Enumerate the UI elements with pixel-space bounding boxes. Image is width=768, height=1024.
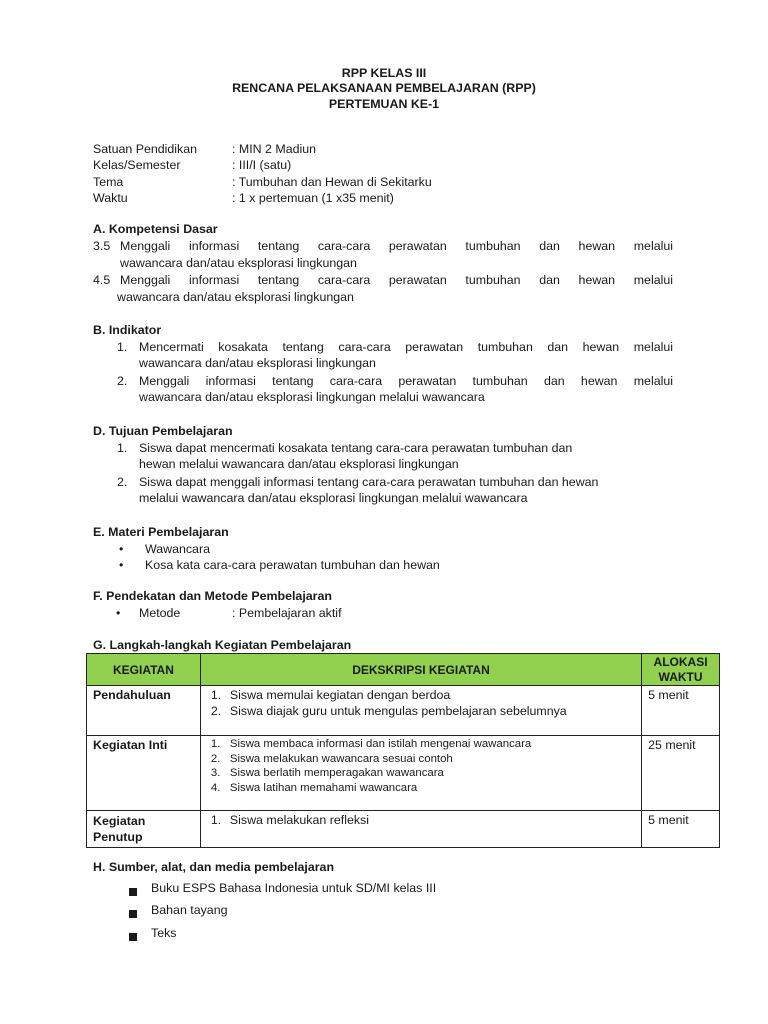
header-deskripsi: DEKSKRIPSI KEGIATAN xyxy=(200,654,641,686)
square-bullet-icon xyxy=(129,907,137,921)
kegiatan-cell xyxy=(87,736,201,811)
identity-value: : Tumbuhan dan Hewan di Sekitarku xyxy=(232,175,432,189)
deskripsi-cell xyxy=(200,811,641,848)
identity-label: Waktu xyxy=(93,191,128,205)
deskripsi-text: Siswa melakukan refleksi xyxy=(229,813,369,827)
doc-title-line3: PERTEMUAN KE-1 xyxy=(328,97,440,111)
list-number: 1. xyxy=(117,340,128,354)
kegiatan-name-line2: Penutup xyxy=(93,830,143,844)
deskripsi-cell xyxy=(200,686,641,736)
table-header-row xyxy=(87,654,720,686)
identity-label: Satuan Pendidikan xyxy=(93,142,198,156)
table-row xyxy=(87,811,720,848)
kd-number: 4.5 xyxy=(93,273,111,287)
table-row xyxy=(87,736,720,811)
indikator-text: Menggali informasi tentang cara-cara perawatan tumbuhan dan hewan melalui xyxy=(139,374,673,388)
materi-item: Kosa kata cara-cara perawatan tumbuhan dan hewan xyxy=(145,558,440,572)
tujuan-text: Siswa dapat menggali informasi tentang cara-cara perawatan tumbuhan dan hewan xyxy=(139,475,599,489)
deskripsi-text: Siswa melakukan wawancara sesuai contoh xyxy=(229,752,453,765)
header-alokasi xyxy=(642,654,720,686)
header-kegiatan: KEGIATAN xyxy=(87,654,201,686)
kegiatan-name: Pendahuluan xyxy=(93,688,171,702)
list-item: 4. Siswa latihan memahami wawancara xyxy=(210,781,418,794)
metode-value: : Pembelajaran aktif xyxy=(232,606,342,620)
identity-value: : 1 x pertemuan (1 x35 menit) xyxy=(232,191,394,205)
section-d-title: D. Tujuan Pembelajaran xyxy=(93,424,233,438)
bullet-icon: • xyxy=(119,542,124,556)
section-a-title: A. Kompetensi Dasar xyxy=(93,222,218,236)
kegiatan-name-line1: Kegiatan xyxy=(93,814,146,828)
waktu-cell: 5 menit xyxy=(642,686,720,736)
square-bullet-icon xyxy=(129,885,137,899)
table-row xyxy=(87,686,720,736)
kegiatan-cell xyxy=(87,811,201,848)
doc-title-line2: RENCANA PELAKSANAAN PEMBELAJARAN (RPP) xyxy=(232,81,536,95)
tujuan-text-cont: melalui wawancara dan/atau eksplorasi lingkungan melalui wawancara xyxy=(139,491,528,505)
bullet-icon: • xyxy=(116,606,121,620)
indikator-text-cont: wawancara dan/atau eksplorasi lingkungan xyxy=(139,356,376,370)
list-item: 3. Siswa berlatih memperagakan wawancara xyxy=(210,767,444,779)
doc-title-line1: RPP KELAS III xyxy=(341,66,427,80)
sumber-item: Bahan tayang xyxy=(151,903,228,917)
metode-label: Metode xyxy=(139,606,181,620)
sumber-item: Teks xyxy=(151,926,177,940)
list-item: 1. Siswa memulai kegiatan dengan berdoa xyxy=(210,688,451,702)
list-item: 2. Siswa diajak guru untuk mengulas pembelajaran sebelumnya xyxy=(210,704,567,718)
deskripsi-text: Siswa berlatih memperagakan wawancara xyxy=(229,767,444,779)
kd-text: Menggali informasi tentang cara-cara perawatan tumbuhan dan hewan melalui xyxy=(120,273,673,287)
waktu-cell: 5 menit xyxy=(642,811,720,848)
identity-value: : III/I (satu) xyxy=(232,158,292,172)
waktu-cell: 25 menit xyxy=(642,736,720,811)
section-b-title: B. Indikator xyxy=(93,323,162,337)
list-number: 2. xyxy=(117,475,128,489)
header-alokasi-line2: WAKTU xyxy=(658,669,703,684)
kegiatan-cell xyxy=(87,686,201,736)
deskripsi-text: Siswa memulai kegiatan dengan berdoa xyxy=(229,688,451,702)
indikator-text-cont: wawancara dan/atau eksplorasi lingkungan melalui wawancara xyxy=(139,390,485,404)
list-number: 2. xyxy=(117,374,128,388)
section-f-title: F. Pendekatan dan Metode Pembelajaran xyxy=(93,589,332,603)
list-number: 1. xyxy=(117,441,128,455)
deskripsi-text: Siswa latihan memahami wawancara xyxy=(229,781,418,794)
section-e-title: E. Materi Pembelajaran xyxy=(93,525,229,539)
materi-item: Wawancara xyxy=(145,542,210,556)
kegiatan-name: Kegiatan Inti xyxy=(93,738,168,752)
header-alokasi-line1: ALOKASI xyxy=(653,654,708,669)
section-g-title: G. Langkah-langkah Kegiatan Pembelajaran xyxy=(93,638,352,652)
list-item: 1. Siswa melakukan refleksi xyxy=(210,813,369,827)
identity-label: Kelas/Semester xyxy=(93,158,181,172)
identity-value: : MIN 2 Madiun xyxy=(232,142,317,156)
tujuan-text: Siswa dapat mencermati kosakata tentang cara-cara perawatan tumbuhan dan xyxy=(139,441,573,455)
deskripsi-text: Siswa diajak guru untuk mengulas pembelajaran sebelumnya xyxy=(229,704,567,718)
deskripsi-cell xyxy=(200,736,641,811)
list-item: 1. Siswa membaca informasi dan istilah mengenai wawancara xyxy=(210,738,532,750)
identity-label: Tema xyxy=(93,175,124,189)
kd-text: Menggali informasi tentang cara-cara perawatan tumbuhan dan hewan melalui xyxy=(120,239,673,253)
tujuan-text-cont: hewan melalui wawancara dan/atau eksplorasi lingkungan xyxy=(139,457,459,471)
deskripsi-text: Siswa membaca informasi dan istilah mengenai wawancara xyxy=(229,738,532,750)
sumber-item: Buku ESPS Bahasa Indonesia untuk SD/MI kelas III xyxy=(151,881,437,895)
list-item: 2. Siswa melakukan wawancara sesuai contoh xyxy=(210,752,453,765)
bullet-icon: • xyxy=(119,558,124,572)
kd-text-cont: wawancara dan/atau eksplorasi lingkungan xyxy=(117,290,354,304)
square-bullet-icon xyxy=(129,930,137,944)
kd-number: 3.5 xyxy=(93,239,111,253)
activity-table xyxy=(86,653,720,848)
section-h-title: H. Sumber, alat, dan media pembelajaran xyxy=(93,860,335,874)
kd-text-cont: wawancara dan/atau eksplorasi lingkungan xyxy=(120,256,357,270)
indikator-text: Mencermati kosakata tentang cara-cara perawatan tumbuhan dan hewan melalui xyxy=(139,340,673,354)
